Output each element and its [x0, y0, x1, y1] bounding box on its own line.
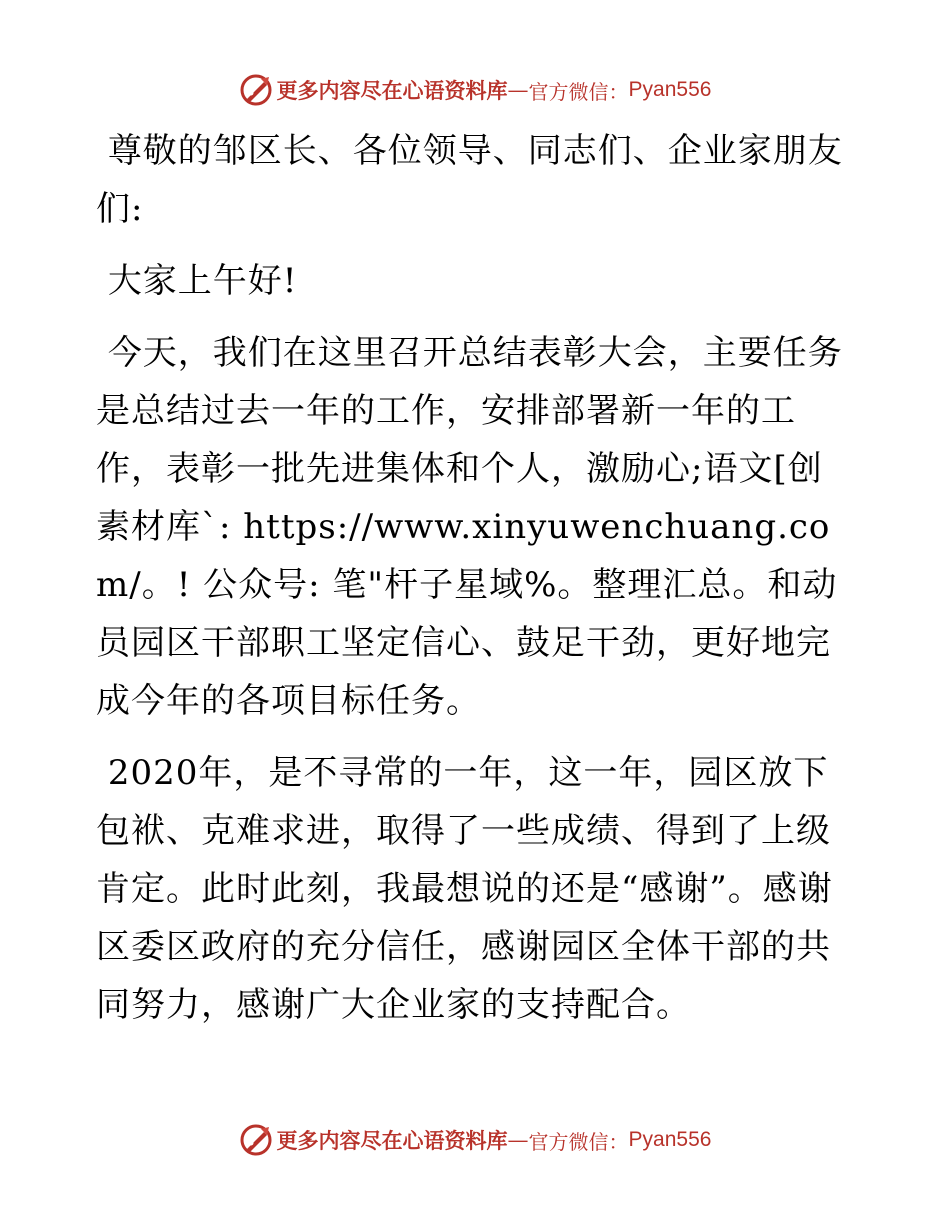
paragraph-purpose: 今天，我们在这里召开总结表彰大会，主要任务是总结过去一年的工作，安排部署新一年的工作，表彰一批先进集体和个人，激励心;语文[创素材库`: https://www.xinyuwenchuang.com/。! 公众号: 笔"杆子星域%。整理汇总。和动员园区干部职工坚定信心、鼓足干劲，更好地完成今年的各项目标任务。 — [96, 333, 843, 721]
paragraph-salutation: 尊敬的邹区长、各位领导、同志们、企业家朋友们: — [96, 131, 843, 229]
quill-pen-logo-icon — [239, 73, 273, 107]
header-official-label: 官方微信： — [528, 79, 629, 104]
header-site-text: 更多内容尽在心语资料库 — [276, 78, 508, 103]
header-banner — [0, 70, 950, 110]
paragraph-greeting: 大家上午好! — [96, 261, 298, 301]
header-separator: — — [507, 78, 529, 102]
footer-wechat-id: Pyan556 — [628, 1128, 712, 1151]
document-body — [96, 122, 856, 1048]
paragraph-review-2020: 2020年，是不寻常的一年，这一年，园区放下包袱、克难求进，取得了一些成绩、得到了上级肯定。此时此刻，我最想说的还是“感谢”。感谢区委区政府的充分信任，感谢园区全体干部的共同努力，感谢广大企业家的支持配合。 — [96, 753, 833, 1025]
footer-official-label: 官方微信： — [528, 1129, 629, 1154]
footer-banner — [0, 1120, 950, 1160]
footer-separator: — — [507, 1128, 529, 1152]
footer-site-text: 更多内容尽在心语资料库 — [276, 1128, 508, 1153]
header-wechat-id: Pyan556 — [628, 78, 712, 101]
quill-pen-logo-icon — [239, 1123, 273, 1157]
